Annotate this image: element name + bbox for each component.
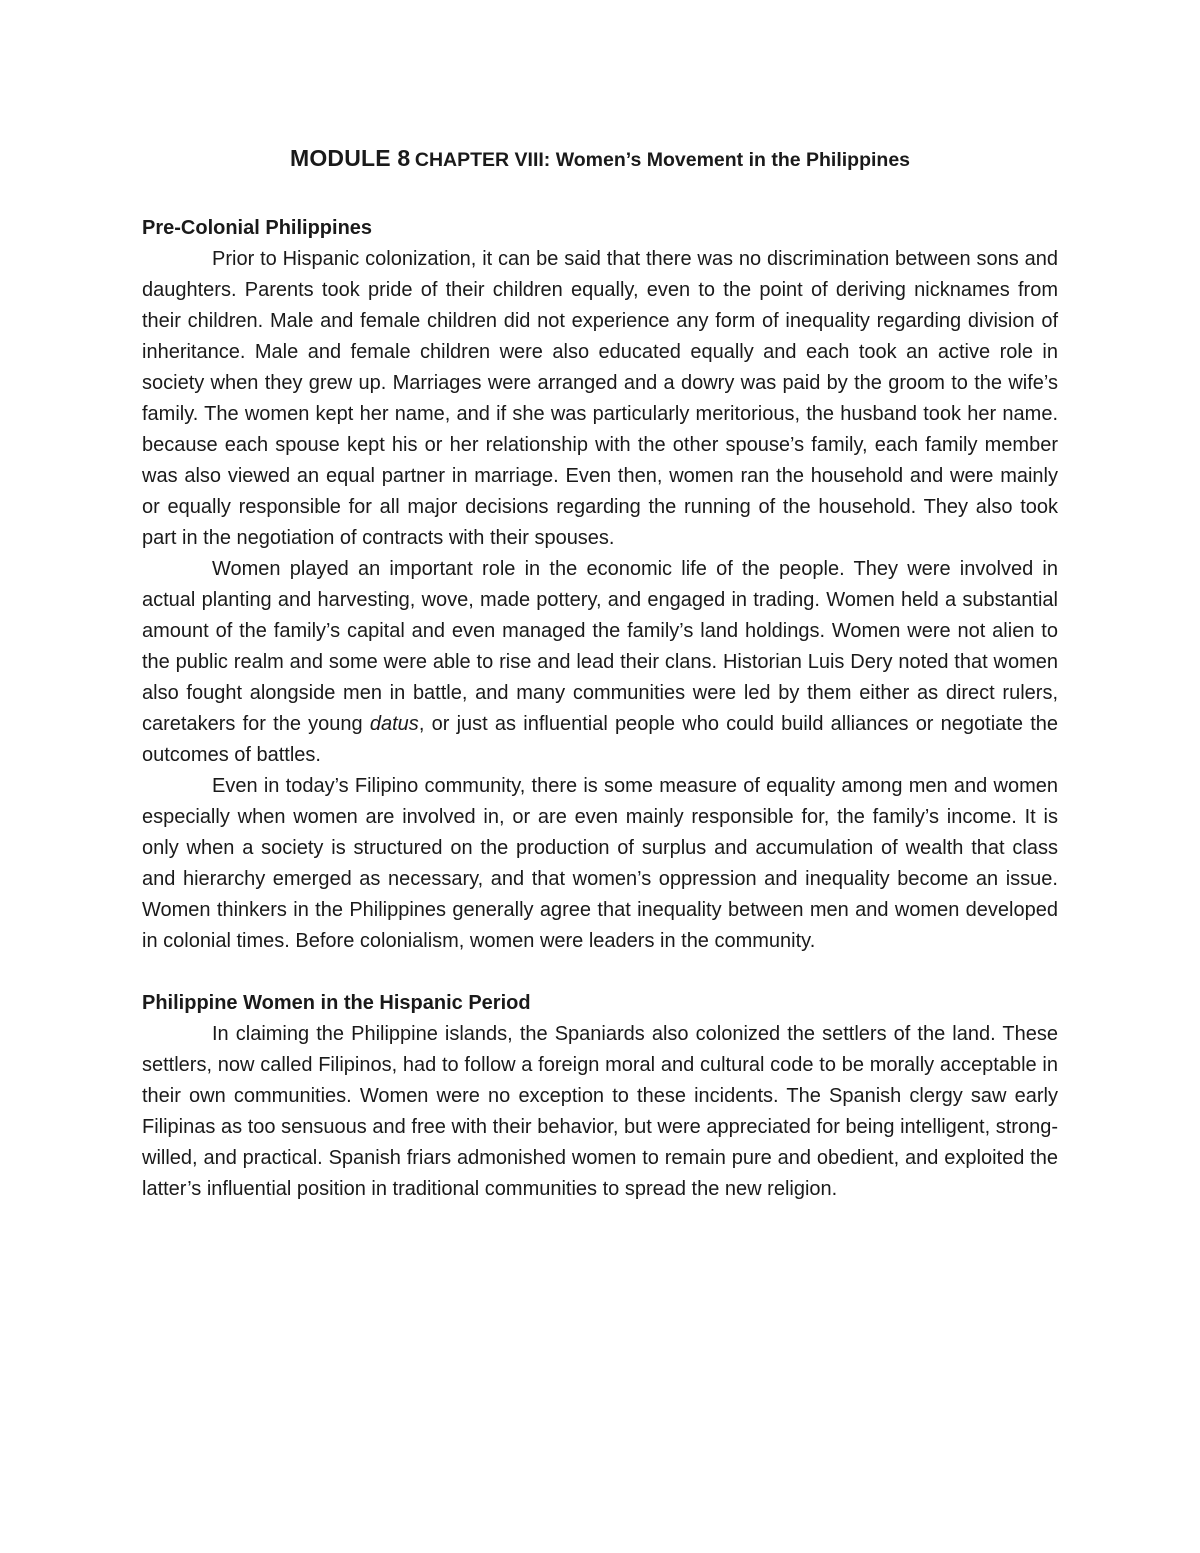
document-page	[142, 140, 1058, 1205]
chapter-title: CHAPTER VIII: Women’s Movement in the Philippines	[414, 149, 911, 171]
paragraph-text: Women played an important role in the economic life of the people. They were involved in actual planting and harvesting, wove, made pottery, and engaged in trading. Women held a substantial amount of the family’s capital and even managed the family’s land holdings. Women were not alien to the public realm and some were able to rise and lead their clans. Historian Luis Dery noted that women also fought alongside men in battle, and many communities were led by them either as direct rulers, caretakers for the young	[142, 558, 1058, 735]
paragraph-text: , or just as influential people who could build alliances or negotiate the outcomes of battles.	[142, 713, 1058, 766]
paragraph: Prior to Hispanic colonization, it can be said that there was no discrimination between sons and daughters. Parents took pride of their children equally, even to the point of deriving nicknames from their children. Male and female children did not experience any form of inequality regarding division of inheritance. Male and female children were also educated equally and each took an active role in society when they grew up. Marriages were arranged and a dowry was paid by the groom to the wife’s family. The women kept her name, and if she was particularly meritorious, the husband took her name. because each spouse kept his or her relationship with the other spouse’s family, each family member was also viewed an equal partner in marriage. Even then, women ran the household and were mainly or equally responsible for all major decisions regarding the running of the household. They also took part in the negotiation of contracts with their spouses.	[142, 248, 1058, 549]
document-title	[142, 140, 1058, 180]
paragraph	[142, 554, 1058, 771]
section-hispanic-period	[142, 988, 1058, 1205]
section-heading: Pre-Colonial Philippines	[142, 217, 373, 239]
paragraph: In claiming the Philippine islands, the Spaniards also colonized the settlers of the land. These settlers, now called Filipinos, had to follow a foreign moral and cultural code to be morally acceptable in their own communities. Women were no exception to these incidents. The Spanish clergy saw early Filipinas as too sensuous and free with their behavior, but were appreciated for being intelligent, strong-willed, and practical. Spanish friars admonished women to remain pure and obedient, and exploited the latter’s influential position in traditional communities to spread the new religion.	[142, 1023, 1058, 1200]
section-spacer	[142, 957, 1058, 988]
italic-term: datus	[369, 713, 419, 735]
module-number: MODULE 8	[289, 145, 411, 171]
section-heading: Philippine Women in the Hispanic Period	[142, 992, 531, 1014]
section-pre-colonial	[142, 213, 1058, 957]
paragraph: Even in today’s Filipino community, there is some measure of equality among men and women especially when women are involved in, or are even mainly responsible for, the family’s income. It is only when a society is structured on the production of surplus and accumulation of wealth that class and hierarchy emerged as necessary, and that women’s oppression and inequality become an issue. Women thinkers in the Philippines generally agree that inequality between men and women developed in colonial times. Before colonialism, women were leaders in the community.	[142, 775, 1058, 952]
